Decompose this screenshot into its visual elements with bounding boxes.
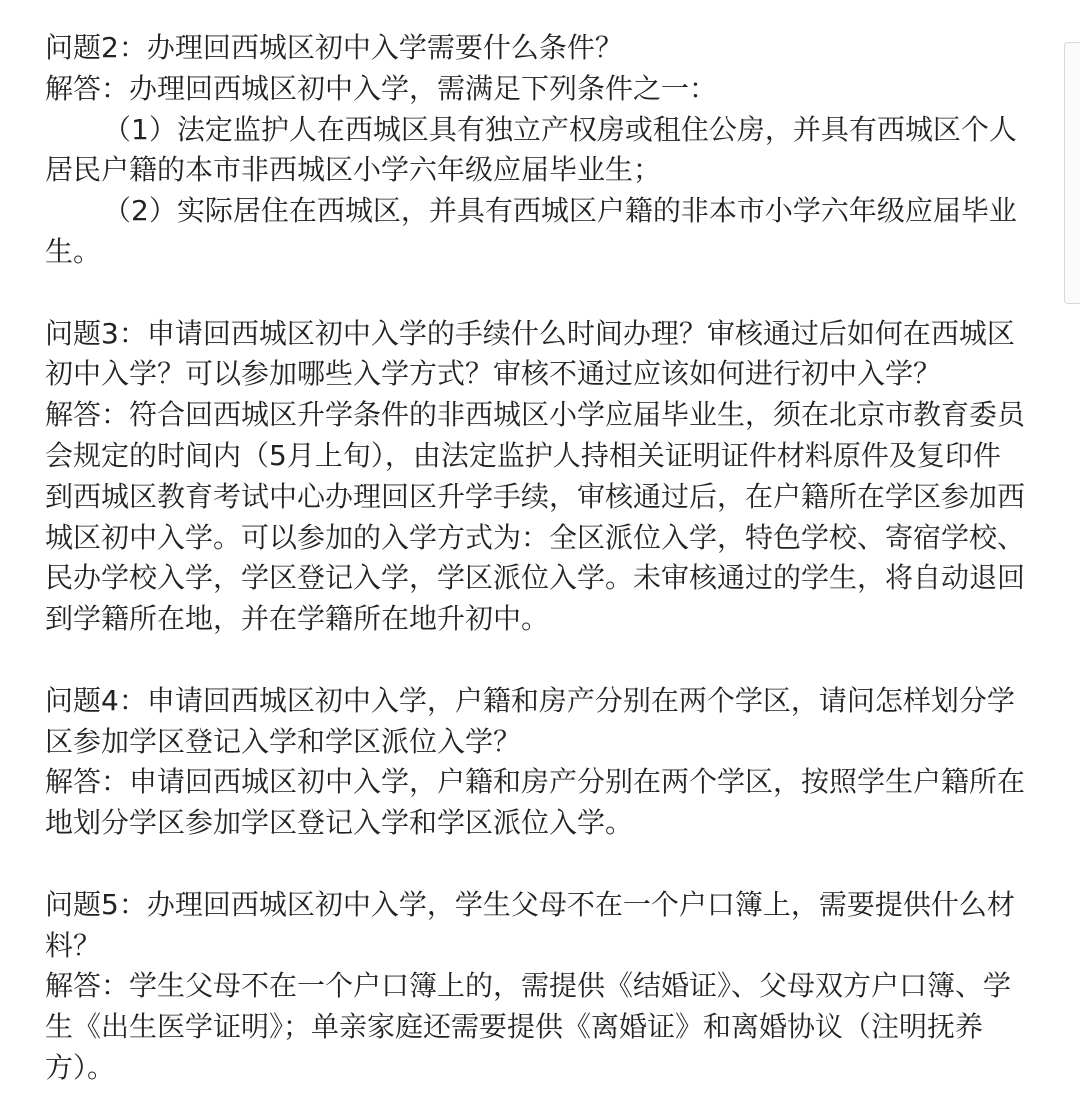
answer-4: 解答：申请回西城区初中入学，户籍和房产分别在两个学区，按照学生户籍所在地划分学区参加学区登记入学和学区派位入学。 (45, 765, 1026, 840)
question-3: 问题3：申请回西城区初中入学的手续什么时间办理？审核通过后如何在西城区初中入学？可以参加哪些入学方式？审核不通过应该如何进行初中入学？ (45, 316, 1015, 391)
scrollbar[interactable] (1064, 42, 1080, 304)
paragraph-gap (45, 844, 1025, 885)
paragraph-gap (45, 640, 1025, 681)
answer-5: 解答：学生父母不在一个户口簿上的，需提供《结婚证》、父母双方户口簿、学生《出生医学证明》；单亲家庭还需要提供《离婚证》和离婚协议（注明抚养方）。 (45, 969, 1012, 1084)
question-2: 问题2：办理回西城区初中入学需要什么条件？ (45, 31, 623, 64)
paragraph-gap (45, 273, 1025, 314)
faq-document (45, 28, 1025, 1089)
question-5: 问题5：办理回西城区初中入学，学生父母不在一个户口簿上，需要提供什么材料？ (45, 887, 1015, 962)
faq-item-4 (45, 681, 1025, 844)
answer-2: 解答：办理回西城区初中入学，需满足下列条件之一： (45, 71, 718, 105)
faq-item-3 (45, 314, 1025, 640)
question-4: 问题4：申请回西城区初中入学，户籍和房产分别在两个学区，请问怎样划分学区参加学区登记入学和学区派位入学？ (45, 683, 1015, 758)
answer-2-condition-1: （1）法定监护人在西城区具有独立产权房或租住公房，并具有西城区个人居民户籍的本市非西城区小学六年级应届毕业生； (45, 112, 1017, 187)
faq-item-2 (45, 28, 1025, 273)
answer-2-condition-2: （2）实际居住在西城区，并具有西城区户籍的非本市小学六年级应届毕业生。 (45, 194, 1017, 268)
answer-3: 解答：符合回西城区升学条件的非西城区小学应届毕业生，须在北京市教育委员会规定的时间内（5月上旬），由法定监护人持相关证明证件材料原件及复印件到西城区教育考试中心办理回区升学手续，审核通过后，在户籍所在学区参加西城区初中入学。可以参加的入学方式为：全区派位入学，特色学校、寄宿学校、民办学校入学，学区登记入学，学区派位入学。未审核通过的学生，将自动退回到学籍所在地，并在学籍所在地升初中。 (45, 398, 1026, 636)
faq-item-5 (45, 885, 1025, 1089)
